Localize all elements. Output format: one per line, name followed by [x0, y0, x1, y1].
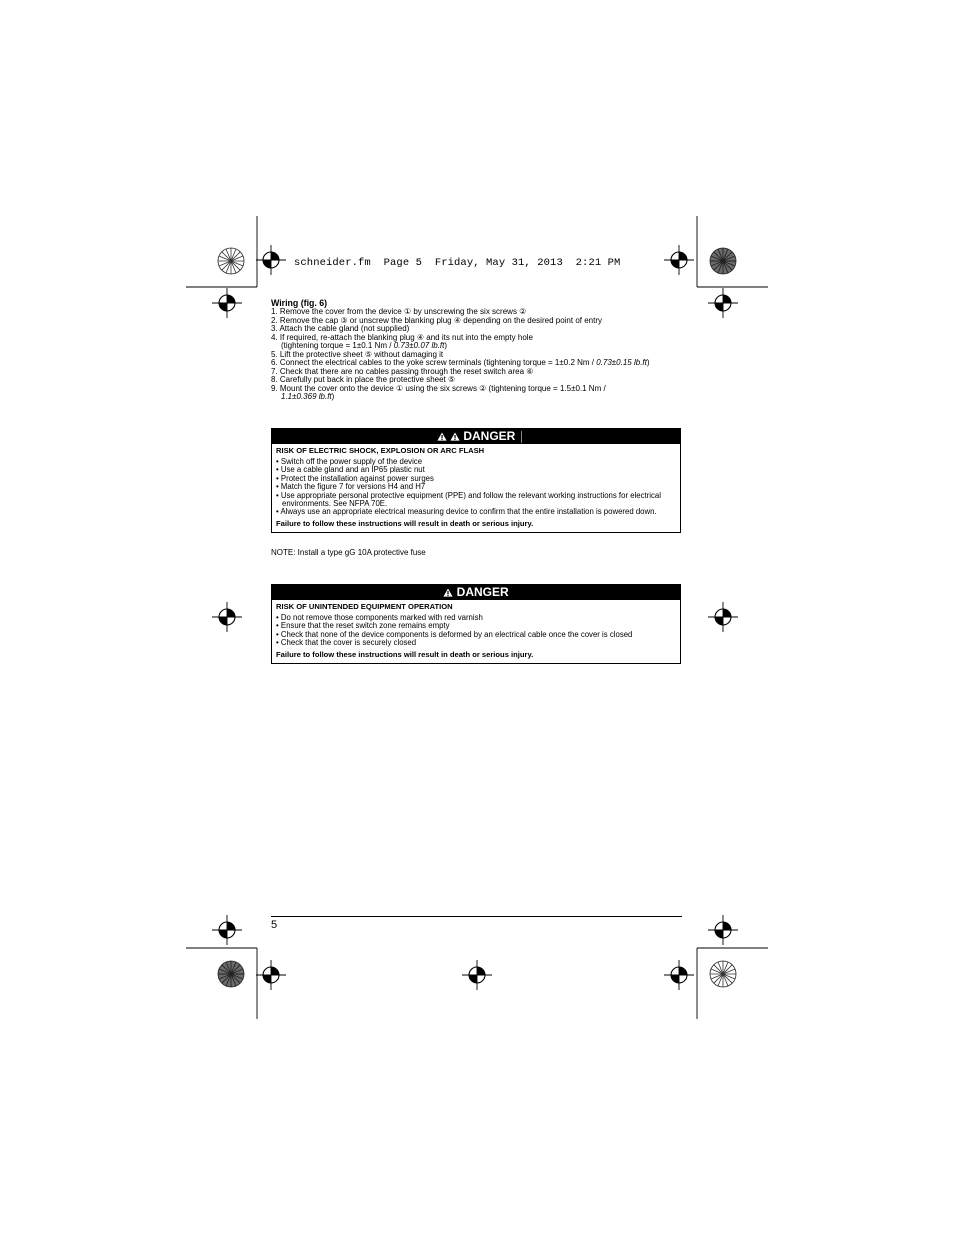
danger-footer: Failure to follow these instructions will result in death or serious injury.: [276, 649, 534, 659]
page-number: 5: [271, 919, 278, 931]
bullet: • Check that none of the device components is deformed by an electrical cable once the cover is closed: [276, 629, 633, 639]
step-6: 6. Connect the electrical cables to the yoke screw terminals (tightening torque = 1±0.2 Nm / 0.73±0.15 lb.ft): [271, 358, 650, 367]
step-4: [271, 334, 683, 351]
danger-body: [272, 444, 680, 532]
warning-triangle-icon: [443, 588, 453, 597]
danger-body: [272, 600, 680, 663]
bullet: • Do not remove those components marked with red varnish: [276, 613, 483, 622]
danger-bullets: [276, 458, 674, 517]
file-header: schneider.fm Page 5 Friday, May 31, 2013 2:21 PM: [294, 257, 621, 269]
warning-triangle-icon: [450, 432, 460, 441]
bullet: • Use appropriate personal protective equipment (PPE) and follow the relevant working instructions for electrical environments. See NFPA 70E.: [276, 490, 661, 509]
step-7: 7. Check that there are no cables passing through the reset switch area ⑥: [271, 366, 534, 376]
bullet: • Check that the cover is securely closed: [276, 638, 417, 648]
danger-label: DANGER: [456, 585, 509, 599]
step-4-text: 4. If required, re-attach the blanking plug ④ and its nut into the empty hole: [271, 332, 533, 342]
wiring-title: Wiring (fig. 6): [271, 298, 328, 308]
step-8: 8. Carefully put back in place the protective sheet ⑤: [271, 375, 456, 384]
bullet: • Ensure that the reset switch zone remains empty: [276, 621, 450, 631]
step-9-text: 9. Mount the cover onto the device ① using the six screws ② (tightening torque = 1.5±0.1 Nm /: [271, 383, 606, 393]
step-5: 5. Lift the protective sheet ⑤ without damaging it: [271, 349, 444, 359]
danger-footer: Failure to follow these instructions will result in death or serious injury.: [276, 518, 534, 528]
header-separator: [521, 431, 522, 443]
bullet: • Use a cable gland and an IP65 plastic nut: [276, 465, 425, 475]
danger-header: [272, 429, 680, 444]
danger-bullets: [276, 614, 674, 648]
bullet: • Always use an appropriate electrical measuring device to confirm that the entire installation is powered down.: [276, 507, 657, 517]
risk-title: RISK OF ELECTRIC SHOCK, EXPLOSION OR ARC FLASH: [276, 446, 485, 455]
risk-title: RISK OF UNINTENDED EQUIPMENT OPERATION: [276, 602, 453, 611]
step-1: 1. Remove the cover from the device ① by unscrewing the six screws ②: [271, 307, 527, 316]
step-4-torque: (tightening torque = 1±0.1 Nm / 0.73±0.07 lb.ft): [281, 341, 448, 350]
step-9-torque: 1.1±0.369 lb.ft): [281, 392, 335, 401]
danger-header: [272, 585, 680, 600]
bullet: • Protect the installation against power surges: [276, 473, 434, 483]
warning-triangle-icon: [437, 432, 447, 441]
danger-label: DANGER: [463, 429, 516, 443]
wiring-steps: [271, 308, 683, 402]
danger-box-electric: [271, 428, 681, 533]
wiring-section: [271, 298, 683, 402]
bullet: • Switch off the power supply of the device: [276, 457, 423, 466]
step-9: [271, 385, 683, 402]
danger-box-equipment: [271, 584, 681, 664]
step-3: 3. Attach the cable gland (not supplied): [271, 324, 410, 333]
bullet: • Match the figure 7 for versions H4 and H7: [276, 482, 426, 492]
fuse-note: NOTE: Install a type gG 10A protective fuse: [271, 548, 426, 557]
step-2: 2. Remove the cap ③ or unscrew the blanking plug ④ depending on the desired point of entry: [271, 315, 602, 325]
footer-rule: [271, 916, 682, 917]
